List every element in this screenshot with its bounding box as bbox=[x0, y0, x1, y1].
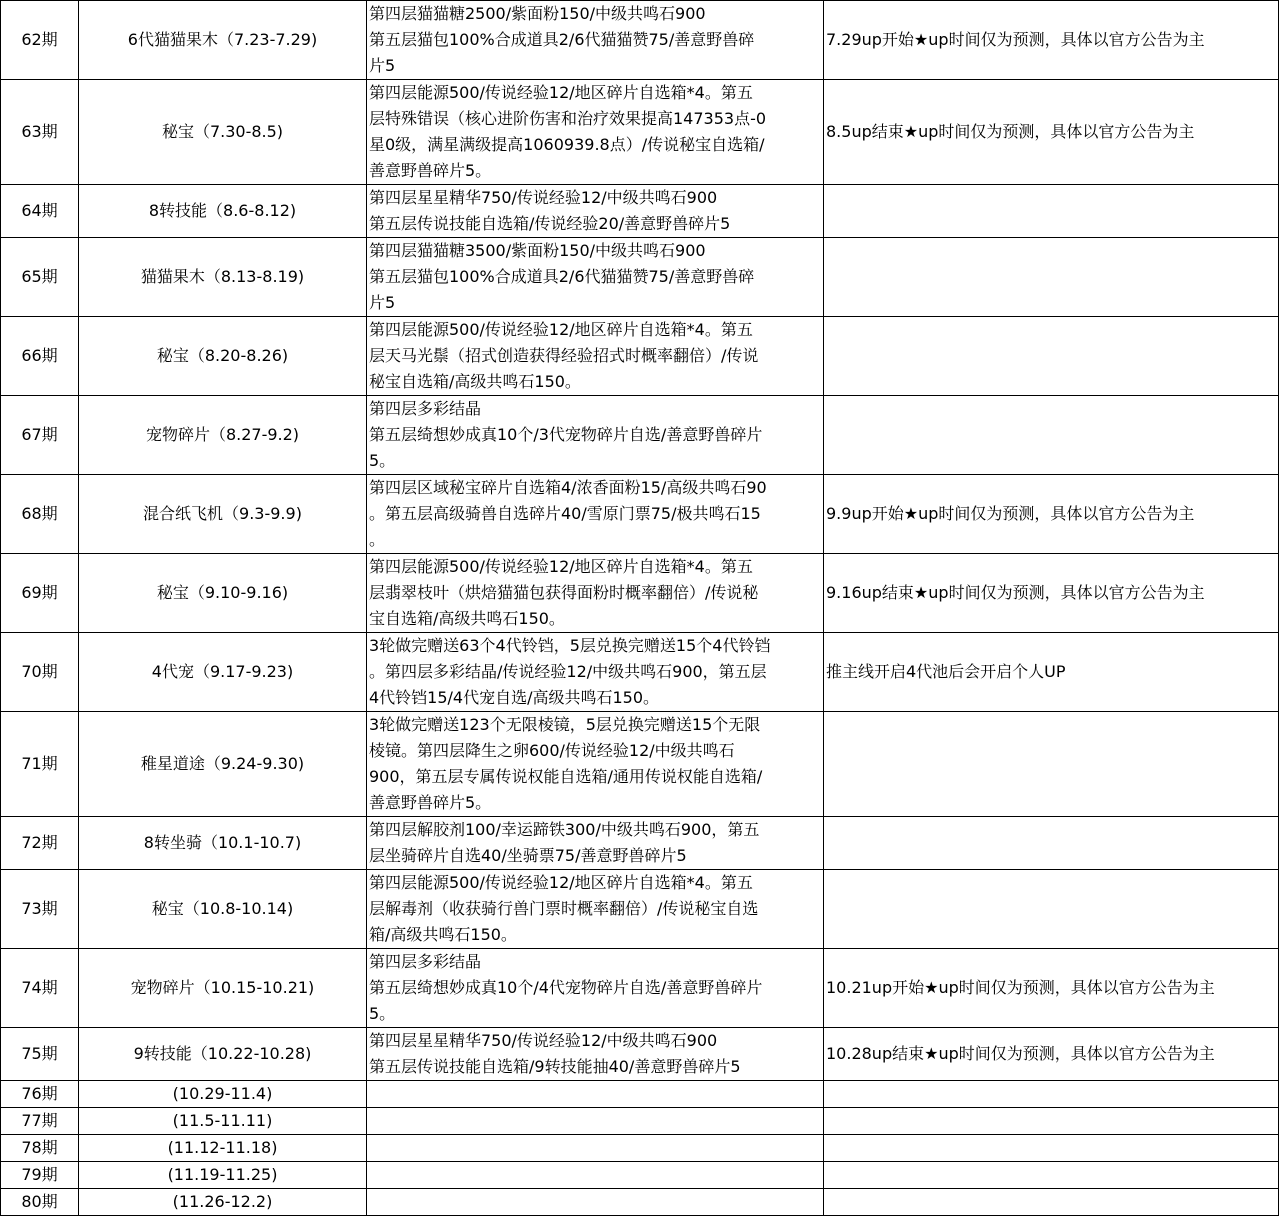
reward-cell: 3轮做完赠送123个无限棱镜，5层兑换完赠送15个无限 棱镜。第四层降生之卵600/传说经验12/中级共鸣石 900，第五层专属传说权能自选箱/通用传说权能自选箱/ 善意野兽碎片5。 bbox=[367, 712, 824, 817]
name-cell: 4代宠（9.17-9.23) bbox=[79, 633, 367, 712]
note-cell: 10.21up开始★up时间仅为预测，具体以官方公告为主 bbox=[824, 949, 1279, 1028]
note-cell bbox=[824, 870, 1279, 949]
name-cell: 秘宝（9.10-9.16) bbox=[79, 554, 367, 633]
period-cell: 70期 bbox=[1, 633, 79, 712]
period-cell: 80期 bbox=[1, 1189, 79, 1216]
name-cell: 秘宝（7.30-8.5) bbox=[79, 80, 367, 185]
period-cell: 74期 bbox=[1, 949, 79, 1028]
table-row bbox=[1, 949, 1279, 1028]
reward-cell bbox=[367, 1189, 824, 1216]
reward-cell: 第四层能源500/传说经验12/地区碎片自选箱*4。第五 层解毒剂（收获骑行兽门票时概率翻倍）/传说秘宝自选 箱/高级共鸣石150。 bbox=[367, 870, 824, 949]
note-cell: 7.29up开始★up时间仅为预测，具体以官方公告为主 bbox=[824, 1, 1279, 80]
table-row bbox=[1, 1135, 1279, 1162]
name-cell: 混合纸飞机（9.3-9.9) bbox=[79, 475, 367, 554]
reward-cell: 第四层猫猫糖2500/紫面粉150/中级共鸣石900 第五层猫包100%合成道具2/6代猫猫赞75/善意野兽碎 片5 bbox=[367, 1, 824, 80]
table-row bbox=[1, 1162, 1279, 1189]
table-row bbox=[1, 1189, 1279, 1216]
name-cell: (11.5-11.11) bbox=[79, 1108, 367, 1135]
period-cell: 64期 bbox=[1, 185, 79, 238]
note-cell bbox=[824, 185, 1279, 238]
reward-cell: 第四层解胶剂100/幸运蹄铁300/中级共鸣石900，第五 层坐骑碎片自选40/坐骑票75/善意野兽碎片5 bbox=[367, 817, 824, 870]
reward-cell: 第四层能源500/传说经验12/地区碎片自选箱*4。第五 层特殊错误（核心进阶伤害和治疗效果提高147353点-0 星0级，满星满级提高1060939.8点）/传说秘宝自选箱/ 善意野兽碎片5。 bbox=[367, 80, 824, 185]
table-row bbox=[1, 554, 1279, 633]
table-row bbox=[1, 396, 1279, 475]
note-cell bbox=[824, 317, 1279, 396]
note-cell: 8.5up结束★up时间仅为预测，具体以官方公告为主 bbox=[824, 80, 1279, 185]
note-cell: 10.28up结束★up时间仅为预测，具体以官方公告为主 bbox=[824, 1028, 1279, 1081]
note-cell bbox=[824, 238, 1279, 317]
note-cell bbox=[824, 1108, 1279, 1135]
reward-cell: 第四层能源500/传说经验12/地区碎片自选箱*4。第五 层翡翠枝叶（烘焙猫猫包获得面粉时概率翻倍）/传说秘 宝自选箱/高级共鸣石150。 bbox=[367, 554, 824, 633]
name-cell: 宠物碎片（8.27-9.2) bbox=[79, 396, 367, 475]
name-cell: 秘宝（10.8-10.14) bbox=[79, 870, 367, 949]
period-cell: 66期 bbox=[1, 317, 79, 396]
period-cell: 62期 bbox=[1, 1, 79, 80]
period-cell: 79期 bbox=[1, 1162, 79, 1189]
reward-cell bbox=[367, 1081, 824, 1108]
reward-cell: 第四层能源500/传说经验12/地区碎片自选箱*4。第五 层天马光鬃（招式创造获得经验招式时概率翻倍）/传说 秘宝自选箱/高级共鸣石150。 bbox=[367, 317, 824, 396]
reward-cell: 第四层星星精华750/传说经验12/中级共鸣石900 第五层传说技能自选箱/9转技能抽40/善意野兽碎片5 bbox=[367, 1028, 824, 1081]
table-row bbox=[1, 185, 1279, 238]
name-cell: 稚星道途（9.24-9.30) bbox=[79, 712, 367, 817]
table-row bbox=[1, 712, 1279, 817]
table-row bbox=[1, 633, 1279, 712]
name-cell: 9转技能（10.22-10.28) bbox=[79, 1028, 367, 1081]
period-cell: 68期 bbox=[1, 475, 79, 554]
reward-cell: 第四层猫猫糖3500/紫面粉150/中级共鸣石900 第五层猫包100%合成道具2/6代猫猫赞75/善意野兽碎 片5 bbox=[367, 238, 824, 317]
note-cell bbox=[824, 1081, 1279, 1108]
table-row bbox=[1, 817, 1279, 870]
table-row bbox=[1, 1081, 1279, 1108]
table-row bbox=[1, 317, 1279, 396]
reward-cell bbox=[367, 1135, 824, 1162]
table-row bbox=[1, 238, 1279, 317]
reward-cell: 第四层星星精华750/传说经验12/中级共鸣石900 第五层传说技能自选箱/传说经验20/善意野兽碎片5 bbox=[367, 185, 824, 238]
note-cell: 推主线开启4代池后会开启个人UP bbox=[824, 633, 1279, 712]
name-cell: (10.29-11.4) bbox=[79, 1081, 367, 1108]
period-cell: 63期 bbox=[1, 80, 79, 185]
period-cell: 71期 bbox=[1, 712, 79, 817]
note-cell bbox=[824, 396, 1279, 475]
period-cell: 78期 bbox=[1, 1135, 79, 1162]
period-cell: 76期 bbox=[1, 1081, 79, 1108]
name-cell: 猫猫果木（8.13-8.19) bbox=[79, 238, 367, 317]
note-cell: 9.16up结束★up时间仅为预测，具体以官方公告为主 bbox=[824, 554, 1279, 633]
reward-cell: 第四层多彩结晶 第五层绮想妙成真10个/4代宠物碎片自选/善意野兽碎片 5。 bbox=[367, 949, 824, 1028]
period-cell: 67期 bbox=[1, 396, 79, 475]
table-row bbox=[1, 870, 1279, 949]
table-row bbox=[1, 80, 1279, 185]
note-cell bbox=[824, 1162, 1279, 1189]
period-cell: 77期 bbox=[1, 1108, 79, 1135]
reward-cell: 第四层多彩结晶 第五层绮想妙成真10个/3代宠物碎片自选/善意野兽碎片 5。 bbox=[367, 396, 824, 475]
period-cell: 73期 bbox=[1, 870, 79, 949]
period-cell: 72期 bbox=[1, 817, 79, 870]
note-cell bbox=[824, 1135, 1279, 1162]
name-cell: 秘宝（8.20-8.26) bbox=[79, 317, 367, 396]
reward-cell: 3轮做完赠送63个4代铃铛，5层兑换完赠送15个4代铃铛 。第四层多彩结晶/传说经验12/中级共鸣石900，第五层 4代铃铛15/4代宠自选/高级共鸣石150。 bbox=[367, 633, 824, 712]
name-cell: 8转技能（8.6-8.12) bbox=[79, 185, 367, 238]
note-cell bbox=[824, 712, 1279, 817]
note-cell bbox=[824, 817, 1279, 870]
schedule-table-body bbox=[1, 1, 1279, 1216]
table-row bbox=[1, 475, 1279, 554]
reward-cell bbox=[367, 1108, 824, 1135]
reward-cell bbox=[367, 1162, 824, 1189]
table-row bbox=[1, 1108, 1279, 1135]
note-cell: 9.9up开始★up时间仅为预测，具体以官方公告为主 bbox=[824, 475, 1279, 554]
name-cell: 8转坐骑（10.1-10.7) bbox=[79, 817, 367, 870]
name-cell: 宠物碎片（10.15-10.21) bbox=[79, 949, 367, 1028]
reward-cell: 第四层区域秘宝碎片自选箱4/浓香面粉15/高级共鸣石90 。第五层高级骑兽自选碎片40/雪原门票75/极共鸣石15 。 bbox=[367, 475, 824, 554]
period-cell: 69期 bbox=[1, 554, 79, 633]
period-cell: 75期 bbox=[1, 1028, 79, 1081]
name-cell: (11.26-12.2) bbox=[79, 1189, 367, 1216]
period-cell: 65期 bbox=[1, 238, 79, 317]
name-cell: (11.12-11.18) bbox=[79, 1135, 367, 1162]
note-cell bbox=[824, 1189, 1279, 1216]
name-cell: 6代猫猫果木（7.23-7.29) bbox=[79, 1, 367, 80]
name-cell: (11.19-11.25) bbox=[79, 1162, 367, 1189]
table-row bbox=[1, 1, 1279, 80]
table-row bbox=[1, 1028, 1279, 1081]
